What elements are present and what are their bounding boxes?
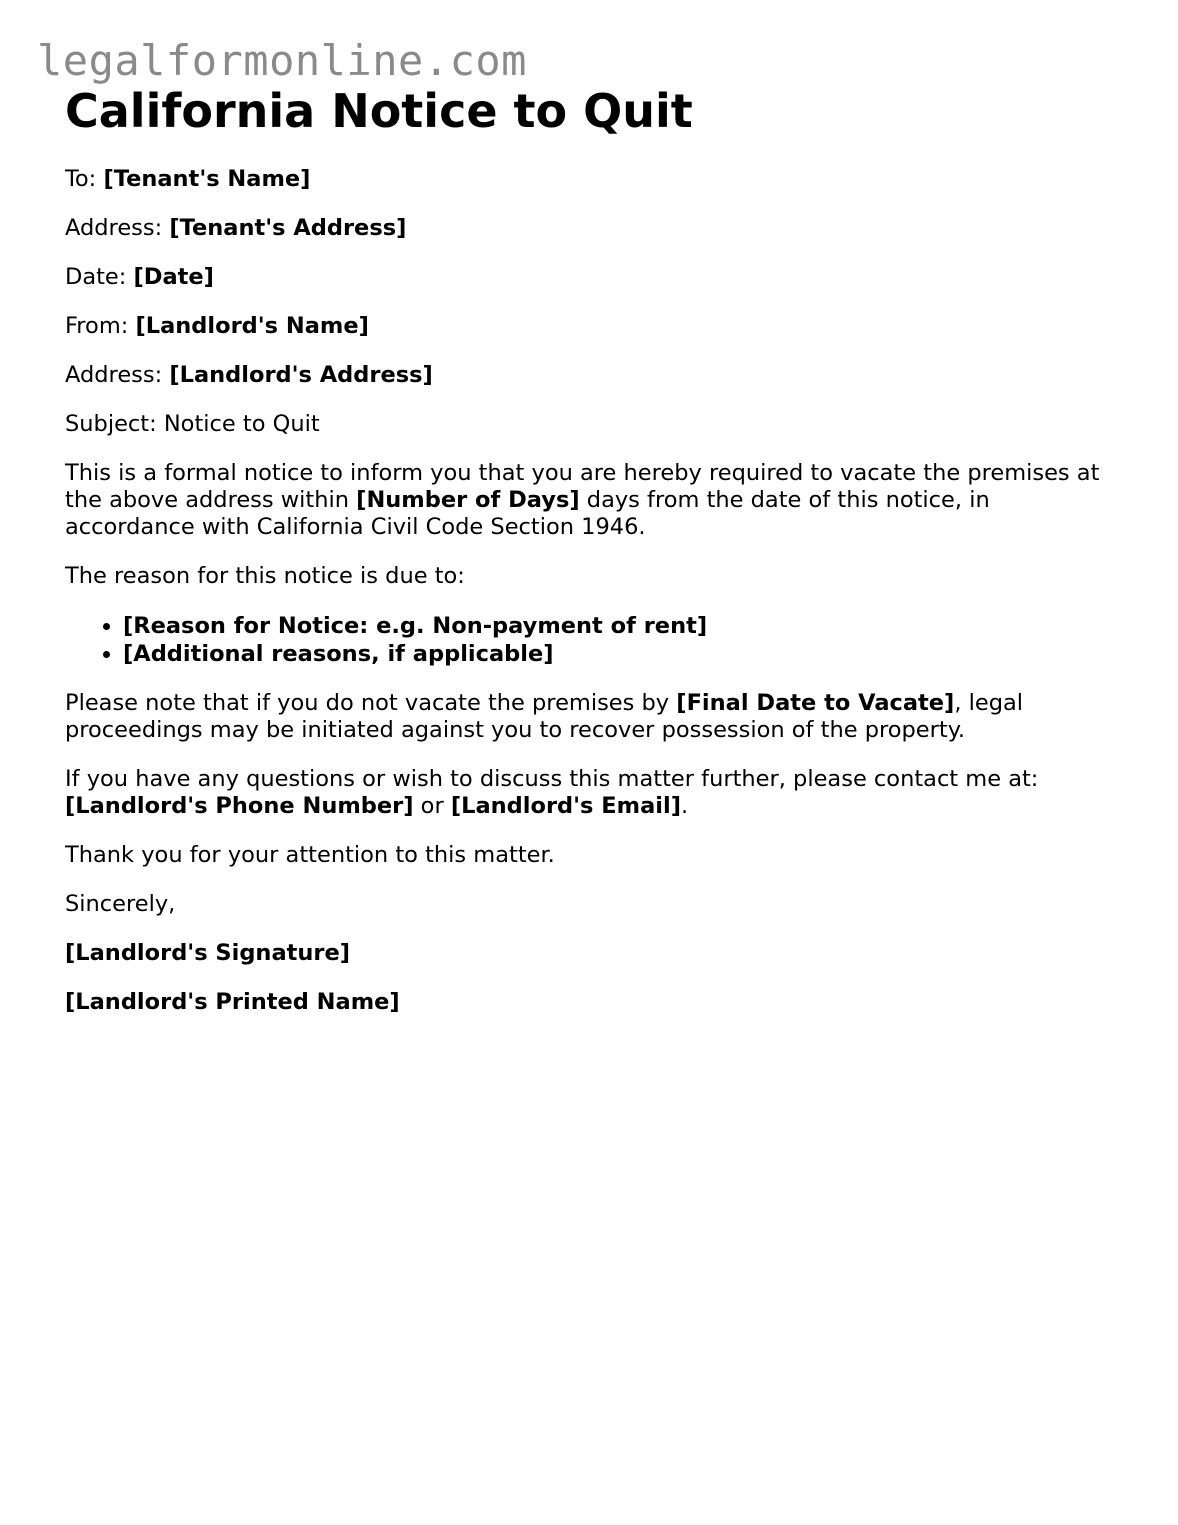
date-line — [65, 264, 1125, 291]
from-line — [65, 313, 1125, 340]
number-of-days: [Number of Days] — [356, 487, 580, 513]
to-line — [65, 166, 1125, 193]
landlord-phone: [Landlord's Phone Number] — [65, 793, 414, 819]
tenant-address: [Tenant's Address] — [169, 215, 407, 241]
notice-paragraph — [65, 460, 1125, 541]
date-value: [Date] — [133, 264, 214, 290]
warning-text-1: Please note that if you do not vacate the premises by — [65, 690, 677, 716]
page-title: California Notice to Quit — [65, 84, 693, 138]
printed-name-line — [65, 989, 1125, 1016]
notice-document — [65, 84, 1125, 1038]
list-item: • [Additional reasons, if applicable] — [123, 640, 1125, 668]
landlord-printed-name: [Landlord's Printed Name] — [65, 989, 400, 1015]
landlord-address: [Landlord's Address] — [169, 362, 433, 388]
notice-text-2: days from the date of this notice, in accordance with California Civil Code Section 1946. — [65, 487, 990, 540]
tenant-address-line — [65, 215, 1125, 242]
closing-line: Sincerely, — [65, 891, 176, 917]
contact-text: If you have any questions or wish to discuss this matter further, please contact me at: — [65, 766, 1039, 792]
site-watermark: legalformonline.com — [37, 36, 527, 85]
landlord-signature: [Landlord's Signature] — [65, 940, 351, 966]
final-date: [Final Date to Vacate] — [676, 690, 955, 716]
landlord-address-label: Address: — [65, 362, 163, 388]
contact-end: . — [680, 793, 689, 819]
reason-list — [65, 612, 1125, 668]
thanks-line: Thank you for your attention to this matter. — [65, 842, 555, 868]
from-label: From: — [65, 313, 129, 339]
contact-or: or — [413, 793, 451, 819]
landlord-email: [Landlord's Email] — [450, 793, 681, 819]
warning-paragraph — [65, 690, 1125, 744]
reason-intro: The reason for this notice is due to: — [65, 563, 465, 589]
signature-line — [65, 940, 1125, 967]
contact-paragraph — [65, 766, 1125, 820]
landlord-name: [Landlord's Name] — [135, 313, 369, 339]
list-item: • [Reason for Notice: e.g. Non-payment of rent] — [123, 612, 1125, 640]
tenant-address-label: Address: — [65, 215, 163, 241]
notice-text-1: This is a formal notice to inform you that you are hereby required to vacate the premises at the above address within — [65, 460, 1100, 513]
subject-line: Subject: Notice to Quit — [65, 411, 320, 437]
date-label: Date: — [65, 264, 127, 290]
tenant-name: [Tenant's Name] — [103, 166, 311, 192]
to-label: To: — [65, 166, 97, 192]
warning-text-2: , legal proceedings may be initiated against you to recover possession of the property. — [65, 690, 1024, 743]
landlord-address-line — [65, 362, 1125, 389]
